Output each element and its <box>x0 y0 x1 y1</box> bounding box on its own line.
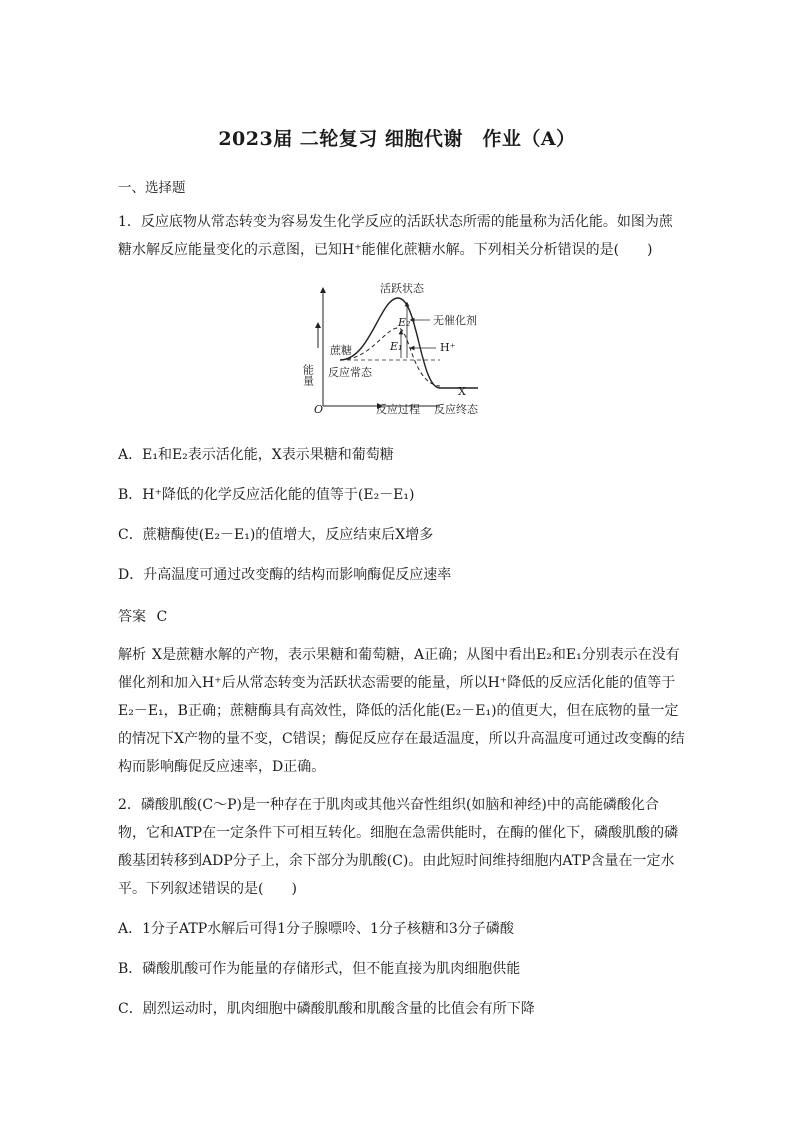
q1-analysis <box>118 641 686 781</box>
q1-answer <box>118 606 167 626</box>
label-active-state: 活跃状态 <box>380 282 424 295</box>
question-2-stem: 2．磷酸肌酸(C～P)是一种存在于肌肉或其他兴奋性组织(如脑和神经)中的高能磷酸化合物，它和ATP在一定条件下可相互转化。细胞在急需供能时，在酶的催化下，磷酸肌酸的磷酸基团转移到ADP分子上，余下部分为肌酸(C)。由此短时间维持细胞内ATP含量在一定水平。下列叙述错误的是( ) <box>118 797 679 897</box>
q2-option-b: B．磷酸肌酸可作为能量的存储形式，但不能直接为肌肉细胞供能 <box>118 961 521 977</box>
section-heading: 一、选择题 <box>118 180 186 196</box>
label-final-state: 反应终态 <box>434 403 478 416</box>
q1-option-d: D．升高温度可通过改变酶的结构而影响酶促反应速率 <box>118 567 452 583</box>
label-e1: E₁ <box>390 340 403 353</box>
q1-option-a: A．E₁和E₂表示活化能，X表示果糖和葡萄糖 <box>118 447 394 463</box>
page-title: 2023届 二轮复习 细胞代谢 作业（A） <box>218 128 576 150</box>
answer-value: C <box>156 609 168 625</box>
answer-label: 答案 <box>118 609 146 625</box>
q2-option-a: A．1分子ATP水解后可得1分子腺嘌呤、1分子核糖和3分子磷酸 <box>118 921 514 937</box>
q2-option-c: C．剧烈运动时，肌肉细胞中磷酸肌酸和肌酸含量的比值会有所下降 <box>118 1001 535 1017</box>
label-h-plus: H⁺ <box>440 341 456 354</box>
analysis-text: X是蔗糖水解的产物，表示果糖和葡萄糖，A正确；从图中看出E₂和E₁分别表示在没有催化剂和加入H⁺后从常态转变为活跃状态需要的能量，所以H⁺降低的反应活化能的值等于E₂－E₁，B正确；蔗糖酶具有高效性，降低的活化能(E₂－E₁)的值更大，但在底物的量一定的情况下X产物的量不变，C错误；酶促反应存在最适温度，所以升高温度可通过改变酶的结构而影响酶促反应速率，D正确。 <box>118 647 685 775</box>
label-product-x: X <box>458 385 466 398</box>
label-no-catalyst: 无催化剂 <box>433 314 477 327</box>
q1-option-b: B．H⁺降低的化学反应活化能的值等于(E₂－E₁) <box>118 487 415 503</box>
label-sucrose: 蔗糖 <box>330 344 352 357</box>
energy-diagram <box>300 280 500 425</box>
label-e2: E₂ <box>398 316 411 329</box>
energy-diagram-svg <box>300 280 500 425</box>
label-reaction-process: 反应过程 <box>376 403 420 416</box>
label-initial-state: 反应常态 <box>328 366 372 379</box>
label-origin: O <box>314 403 324 416</box>
q1-option-c: C．蔗糖酶使(E₂－E₁)的值增大，反应结束后X增多 <box>118 527 434 543</box>
analysis-label: 解析 <box>118 647 146 663</box>
label-energy: 能量 <box>301 364 315 386</box>
question-1-stem: 1．反应底物从常态转变为容易发生化学反应的活跃状态所需的能量称为活化能。如图为蔗糖水解反应能量变化的示意图，已知H⁺能催化蔗糖水解。下列相关分析错误的是( ) <box>118 214 673 258</box>
